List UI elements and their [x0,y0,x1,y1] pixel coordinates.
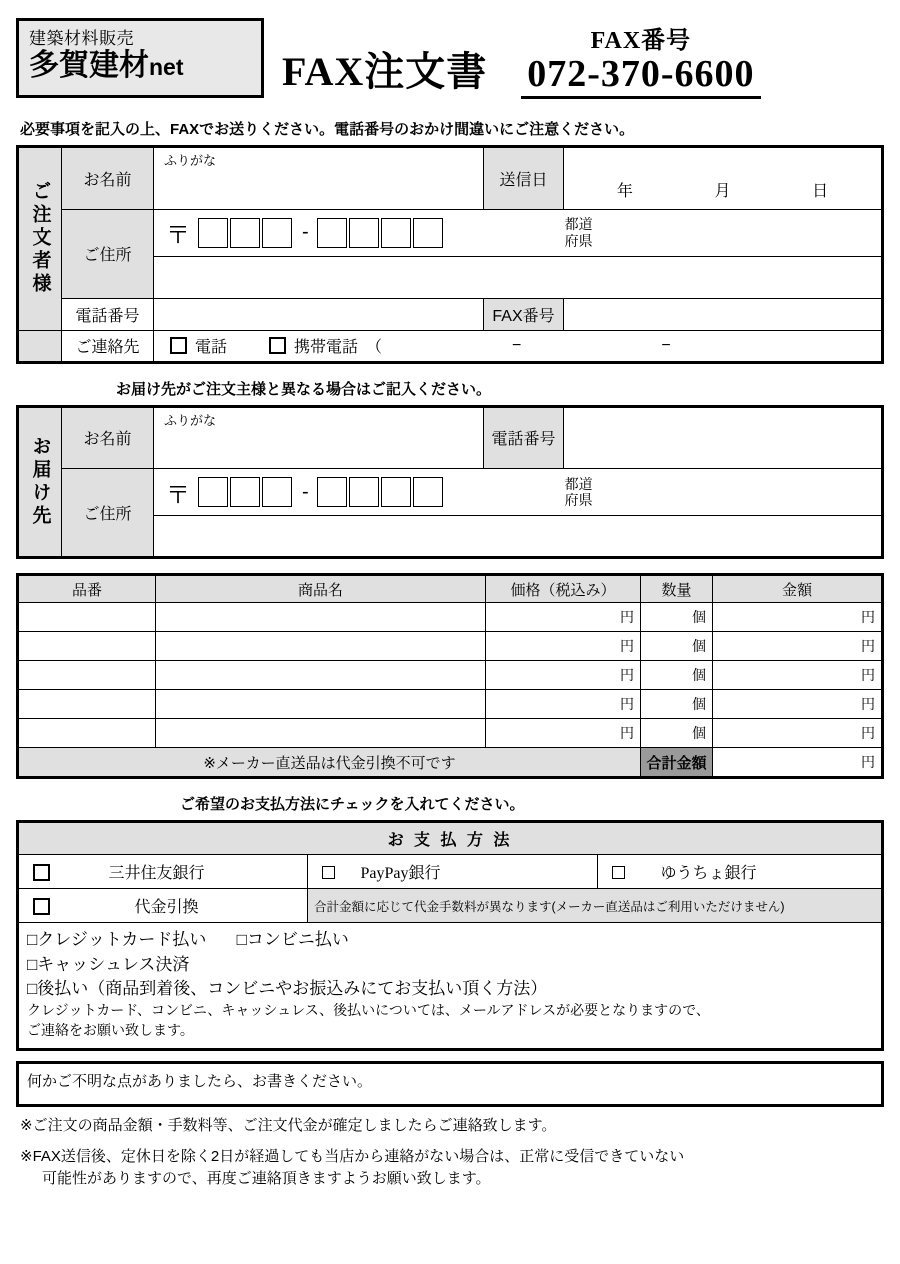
orderer-fax-label: FAX番号 [484,298,564,330]
item-amount-unit: 円 [713,719,883,748]
send-date-label: 送信日 [484,147,564,210]
items-total-value[interactable]: 円 [713,748,883,778]
send-date-year: 年 [616,182,633,200]
table-row[interactable] [18,632,883,661]
payment-table [16,820,884,923]
item-code-input[interactable] [18,661,156,690]
items-header-amount: 金額 [713,575,883,603]
zip-box[interactable] [262,218,292,248]
zip-mark-icon: 〒 [166,222,190,249]
footer-line-1: ※ご注文の商品金額・手数料等、ご注文代金が確定しましたらご連絡致します。 [20,1117,557,1135]
logo-name [29,49,253,84]
item-code-input[interactable] [18,719,156,748]
item-qty-unit: 個 [641,719,713,748]
zip-box[interactable] [262,477,292,507]
orderer-name-input[interactable] [154,169,484,209]
item-name-input[interactable] [156,603,486,632]
zip-box[interactable] [381,218,411,248]
orderer-contact-options[interactable] [154,330,883,362]
delivery-note-text: お届け先がご注文主様と異なる場合はご記入ください。 [116,380,492,398]
item-name-input[interactable] [156,661,486,690]
item-name-input[interactable] [156,690,486,719]
delivery-table [16,405,884,560]
payment-title: お 支 払 方 法 [18,822,883,855]
bank-2-label: PayPay銀行 [360,865,441,882]
zip-box[interactable] [198,477,228,507]
orderer-tel-input[interactable] [154,298,484,330]
payment-lead-text: ご希望のお支払方法にチェックを入れてください。 [180,796,525,813]
cashless-option[interactable]: □キャッシュレス決済 [27,954,190,974]
cod-checkbox[interactable] [33,898,50,915]
items-header-code: 品番 [18,575,156,603]
orderer-zip-input[interactable] [154,209,883,256]
contact-mobile-checkbox[interactable] [269,337,286,354]
zip-mark-icon: 〒 [166,481,190,509]
item-price-unit: 円 [486,603,641,632]
atobarai-label: 後払い（商品到着後、コンビニやお振込みにてお支払い頂く方法） [37,979,548,999]
payment-bank-1[interactable] [18,855,308,889]
fax-number-block [521,20,760,99]
item-price-unit: 円 [486,632,641,661]
logo-tagline: 建築材料販売 [29,29,134,49]
orderer-address-label: ご住所 [62,209,154,298]
item-code-input[interactable] [18,690,156,719]
orderer-contact-side [18,330,62,362]
bank-2-checkbox[interactable] [322,866,335,879]
item-amount-unit: 円 [713,661,883,690]
page-header [16,14,884,110]
orderer-prefecture-label [565,216,593,248]
orderer-table [16,145,884,364]
delivery-address-input[interactable] [154,516,883,558]
question-box[interactable] [16,1061,884,1107]
item-name-input[interactable] [156,632,486,661]
prefecture-line-2: 府県 [564,232,593,249]
zip-box[interactable] [381,477,411,507]
footer-notes [20,1115,884,1191]
bank-1-checkbox[interactable] [33,864,50,881]
item-name-input[interactable] [156,719,486,748]
items-footer-note: ※メーカー直送品は代金引換不可です [18,748,641,778]
orderer-name-label: お名前 [62,147,154,210]
company-logo [16,18,264,98]
bank-3-checkbox[interactable] [612,866,625,879]
payment-other-options [16,923,884,1051]
payment-note-2: ご連絡をお願い致します。 [27,1023,194,1039]
table-row[interactable] [18,661,883,690]
zip-dash: - [302,221,309,243]
item-amount-unit: 円 [713,632,883,661]
items-footer-row [18,748,883,778]
orderer-side-label: ご注文者様 [18,147,62,331]
item-qty-unit: 個 [641,603,713,632]
prefecture-line-1: 都道 [564,475,593,492]
contact-tel-label: 電話 [195,339,228,356]
atobarai-option[interactable]: □後払い（商品到着後、コンビニやお振込みにてお支払い頂く方法） [27,979,548,999]
delivery-name-label: お名前 [62,406,154,469]
item-code-input[interactable] [18,632,156,661]
logo-net-text: net [149,54,184,81]
payment-bank-2[interactable] [308,855,598,889]
items-table [16,573,884,779]
question-box-label: 何かご不明な点がありましたら、お書きください。 [27,1074,373,1091]
items-total-label: 合計金額 [641,748,713,778]
zip-box[interactable] [317,477,347,507]
orderer-furigana-label: ふりがな [154,147,484,170]
payment-cod[interactable] [18,889,308,923]
cashless-label: キャッシュレス決済 [37,954,190,974]
items-header-price: 価格（税込み） [486,575,641,603]
item-qty-unit: 個 [641,632,713,661]
delivery-name-input[interactable] [154,429,484,469]
item-price-unit: 円 [486,661,641,690]
delivery-tel-input[interactable] [564,406,883,469]
item-price-unit: 円 [486,719,641,748]
zip-box[interactable] [230,477,260,507]
footer-line-2: ※FAX送信後、定休日を除く2日が経過しても当店から連絡がない場合は、正常に受信できていない [20,1147,685,1165]
item-qty-unit: 個 [641,661,713,690]
zip-box[interactable] [230,218,260,248]
zip-box[interactable] [349,477,379,507]
send-date-day: 日 [812,182,829,200]
item-amount-unit: 円 [713,603,883,632]
items-header-row [18,575,883,603]
credit-card-label: クレジットカード払い [37,930,207,949]
payment-option-row-1[interactable] [27,928,873,953]
item-qty-unit: 個 [641,690,713,719]
item-code-input[interactable] [18,603,156,632]
orderer-fax-input[interactable] [564,298,883,330]
contact-tel-checkbox[interactable] [170,337,187,354]
delivery-address-label: ご住所 [62,469,154,558]
page-title: FAX注文書 [282,49,488,94]
zip-box[interactable] [413,218,443,248]
fax-number-label: FAX番号 [590,28,692,54]
zip-box[interactable] [317,218,347,248]
konbini-label: コンビニ払い [246,930,349,949]
send-date-input[interactable] [564,147,883,210]
items-header-name: 商品名 [156,575,486,603]
orderer-contact-label: ご連絡先 [62,330,154,362]
payment-bank-3[interactable] [598,855,883,889]
table-row[interactable] [18,690,883,719]
cod-note: 合計金額に応じて代金手数料が異なります(メーカー直送品はご利用いただけません) [308,889,883,923]
contact-mobile-label: 携帯電話 （ [294,339,383,356]
zip-box[interactable] [413,477,443,507]
item-amount-unit: 円 [713,690,883,719]
bank-1-label: 三井住友銀行 [108,865,205,882]
notice-text: 必要事項を記入の上、FAXでお送りください。電話番号のおかけ間違いにご注意ください。 [20,121,635,138]
payment-note-1: クレジットカード、コンビニ、キャッシュレス、後払いについては、メールアドレスが必要となりますので、 [27,1003,710,1019]
items-header-qty: 数量 [641,575,713,603]
logo-name-text: 多賀建材 [29,49,149,83]
konbini-option[interactable]: □コンビニ払い [236,930,349,949]
zip-box[interactable] [349,218,379,248]
delivery-side-label: お届け先 [18,406,62,558]
credit-card-option[interactable]: □クレジットカード払い [27,930,207,949]
prefecture-line-1: 都道 [564,216,593,233]
orderer-address-input[interactable] [154,256,883,298]
table-row[interactable] [18,603,883,632]
contact-dash-1: − [512,336,522,354]
zip-dash: - [302,480,309,503]
orderer-tel-label: 電話番号 [62,298,154,330]
item-price-unit: 円 [486,690,641,719]
fax-number-value: 072-370-6600 [521,55,760,99]
delivery-prefecture-label [565,476,593,508]
delivery-tel-label: 電話番号 [484,406,564,469]
delivery-furigana-label: ふりがな [154,406,484,429]
zip-box[interactable] [198,218,228,248]
bank-3-label: ゆうちょ銀行 [660,865,757,882]
prefecture-line-2: 府県 [564,492,593,508]
table-row[interactable] [18,719,883,748]
footer-line-3: 可能性がありますので、再度ご連絡頂きますようお願い致します。 [42,1170,491,1188]
contact-dash-2: − [661,336,671,354]
send-date-month: 月 [714,182,731,200]
cod-label: 代金引換 [134,899,199,916]
delivery-zip-input[interactable] [154,469,883,516]
